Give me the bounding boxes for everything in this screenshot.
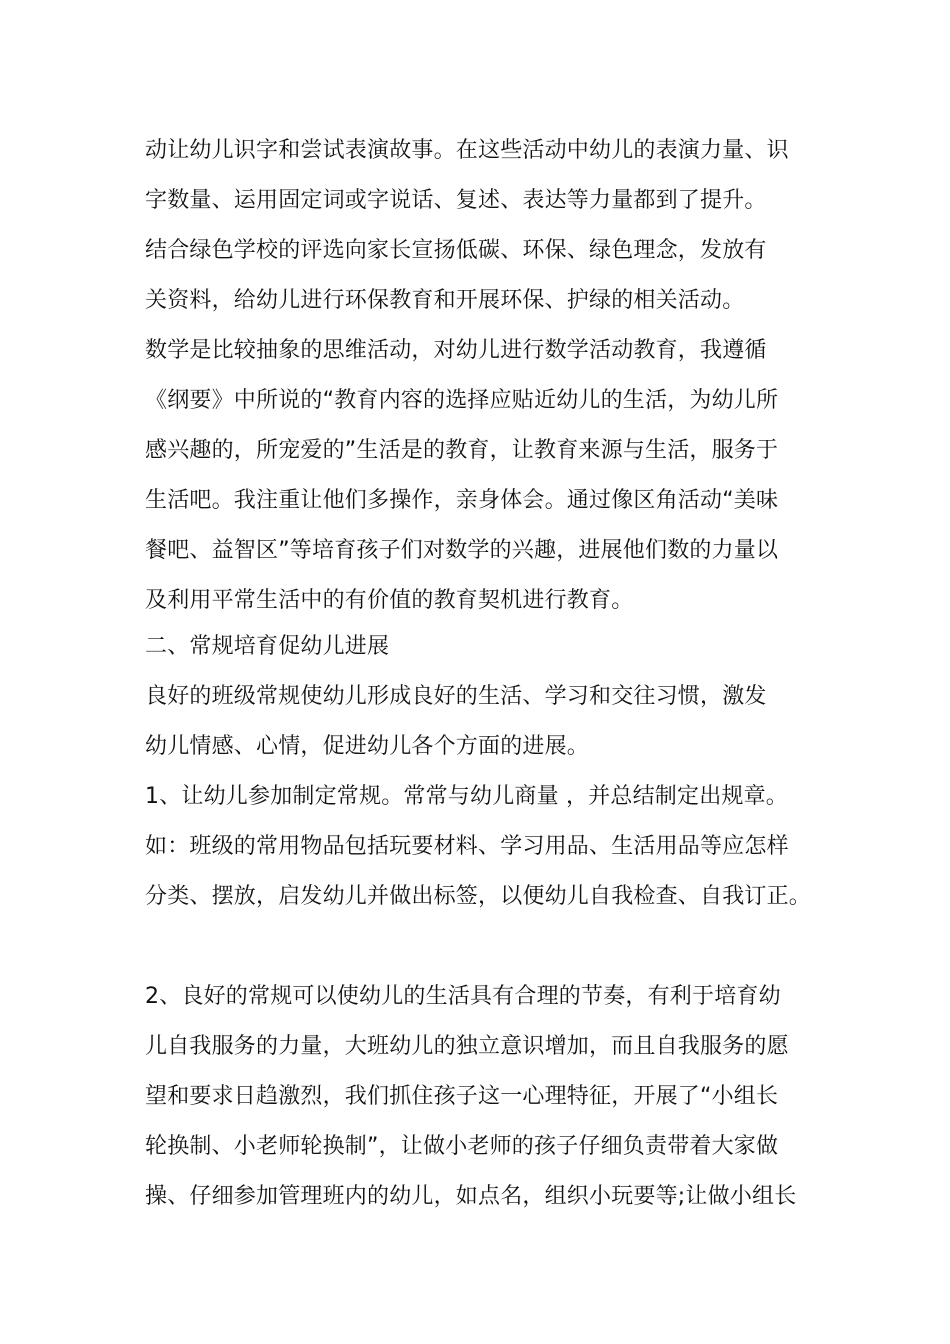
- text-line: 感兴趣的，所宠爱的”生活是的教育，让教育来源与生活，服务于: [145, 438, 779, 463]
- text-line: 轮换制、小老师轮换制”，让做小老师的孩子仔细负责带着大家做: [145, 1134, 779, 1159]
- text-line: 良好的班级常规使幼儿形成良好的生活、学习和交往习惯，激发: [145, 684, 767, 709]
- text-line: 动让幼儿识字和尝试表演故事。在这些活动中幼儿的表演力量、识: [145, 138, 789, 163]
- text-line: 及利用平常生活中的有价值的教育契机进行教育。: [145, 588, 634, 613]
- text-line: 餐吧、益智区”等培育孩子们对数学的兴趣，进展他们数的力量以: [145, 538, 779, 563]
- text-line: 儿自我服务的力量，大班幼儿的独立意识增加，而且自我服务的愿: [145, 1034, 789, 1059]
- section-heading: 二、常规培育促幼儿进展: [145, 634, 390, 659]
- text-line: 操、仔细参加管理班内的幼儿，如点名，组织小玩要等;让做小组长: [145, 1184, 797, 1209]
- text-line: 如：班级的常用物品包括玩要材料、学习用品、生活用品等应怎样: [145, 834, 789, 859]
- text-line: 分类、摆放，启发幼儿并做出标签，以便幼儿自我检查、自我订正。: [145, 884, 812, 909]
- text-line: 生活吧。我注重让他们多操作，亲身体会。通过像区角活动“美味: [145, 488, 779, 513]
- text-line: 望和要求日趋激烈，我们抓住孩子这一心理特征，开展了“小组长: [145, 1084, 779, 1109]
- text-line: 1、让幼儿参加制定常规。常常与幼儿商量 ，并总结制定出规章。: [145, 784, 788, 809]
- text-line: 数学是比较抽象的思维活动，对幼儿进行数学活动教育，我遵循: [145, 338, 767, 363]
- text-line: 幼儿情感、心情，促进幼儿各个方面的进展。: [145, 734, 590, 759]
- text-line: 关资料，给幼儿进行环保教育和开展环保、护绿的相关活动。: [145, 288, 745, 313]
- text-line: 《纲要》中所说的“教育内容的选择应贴近幼儿的生活，为幼儿所: [145, 388, 779, 413]
- text-line: 字数量、运用固定词或字说话、复述、表达等力量都到了提升。: [145, 188, 767, 213]
- text-line: 2、良好的常规可以使幼儿的生活具有合理的节奏，有利于培育幼: [145, 984, 781, 1009]
- text-line: 结合绿色学校的评选向家长宣扬低碳、环保、绿色理念，发放有: [145, 238, 767, 263]
